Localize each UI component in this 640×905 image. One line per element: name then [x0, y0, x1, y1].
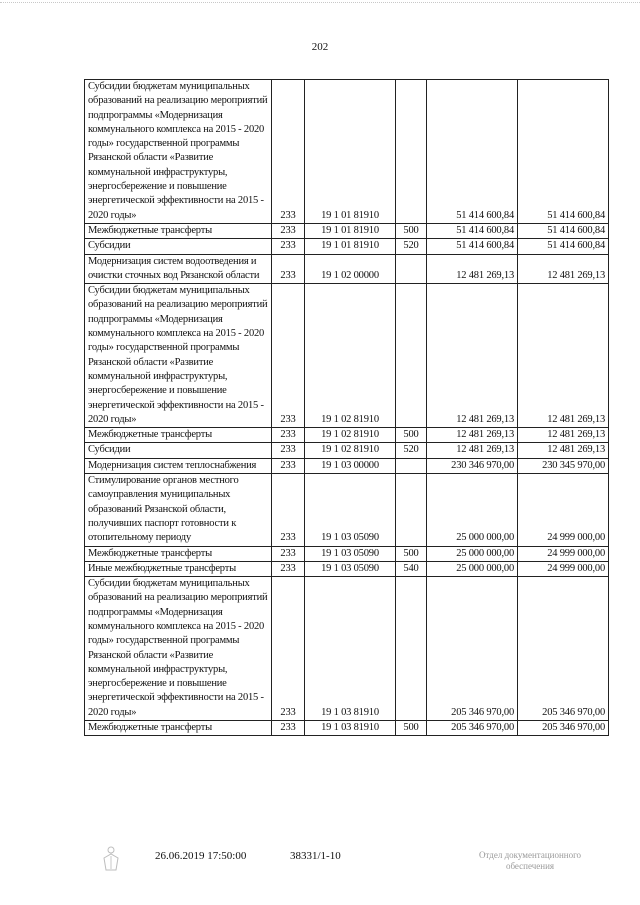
row-amount-plan: 25 000 000,00 [427, 546, 518, 561]
row-amount-plan: 25 000 000,00 [427, 474, 518, 546]
row-name: Стимулирование органов местного самоуправления муниципальных образований Рязанской области, получивших паспорт готовности к отопительному периоду [85, 474, 272, 546]
row-name: Субсидии [85, 443, 272, 458]
row-ved-code: 233 [272, 223, 305, 238]
row-name: Межбюджетные трансферты [85, 428, 272, 443]
row-amount-plan: 12 481 269,13 [427, 254, 518, 284]
row-ved-code: 233 [272, 428, 305, 443]
row-amount-actual: 51 414 600,84 [518, 239, 609, 254]
row-amount-plan: 51 414 600,84 [427, 223, 518, 238]
table-row [85, 239, 609, 254]
row-amount-plan: 205 346 970,00 [427, 577, 518, 721]
row-amount-plan: 51 414 600,84 [427, 80, 518, 224]
row-amount-actual: 24 999 000,00 [518, 561, 609, 576]
row-amount-actual: 51 414 600,84 [518, 80, 609, 224]
row-name: Субсидии бюджетам муниципальных образований на реализацию мероприятий подпрограммы «Модернизация коммунального комплекса на 2015 - 2020 годы» государственной программы Рязанской области «Развитие коммунальной инфраструктуры, энергосбережение и повышение энергетической эффективности на 2015 - 2020 годы» [85, 284, 272, 428]
row-name: Субсидии [85, 239, 272, 254]
row-expense-type: 520 [396, 443, 427, 458]
row-target-article: 19 1 01 81910 [305, 223, 396, 238]
row-amount-plan: 25 000 000,00 [427, 561, 518, 576]
row-ved-code: 233 [272, 458, 305, 473]
row-expense-type: 520 [396, 239, 427, 254]
row-name: Межбюджетные трансферты [85, 223, 272, 238]
row-target-article: 19 1 03 05090 [305, 474, 396, 546]
page-number: 202 [311, 41, 329, 53]
table-row [85, 254, 609, 284]
scan-edge-line [0, 2, 640, 4]
row-target-article: 19 1 02 81910 [305, 443, 396, 458]
stamp-line-1: Отдел документационного [478, 850, 582, 860]
table-row [85, 443, 609, 458]
footer [0, 850, 640, 890]
row-amount-actual: 24 999 000,00 [518, 474, 609, 546]
row-name: Межбюджетные трансферты [85, 721, 272, 736]
row-target-article: 19 1 02 00000 [305, 254, 396, 284]
footer-datetime: 26.06.2019 17:50:00 [155, 850, 247, 862]
table-row [85, 546, 609, 561]
row-target-article: 19 1 01 81910 [305, 80, 396, 224]
row-expense-type [396, 577, 427, 721]
row-target-article: 19 1 03 00000 [305, 458, 396, 473]
row-amount-actual: 12 481 269,13 [518, 254, 609, 284]
row-target-article: 19 1 03 81910 [305, 721, 396, 736]
row-target-article: 19 1 03 05090 [305, 546, 396, 561]
row-amount-plan: 12 481 269,13 [427, 428, 518, 443]
row-expense-type: 500 [396, 546, 427, 561]
table-row [85, 474, 609, 546]
row-expense-type [396, 474, 427, 546]
table-row [85, 223, 609, 238]
row-amount-actual: 205 346 970,00 [518, 721, 609, 736]
registration-stamp [450, 850, 610, 872]
row-amount-plan: 12 481 269,13 [427, 443, 518, 458]
row-target-article: 19 1 03 05090 [305, 561, 396, 576]
row-amount-actual: 12 481 269,13 [518, 284, 609, 428]
row-expense-type [396, 458, 427, 473]
row-target-article: 19 1 03 81910 [305, 577, 396, 721]
table-row [85, 577, 609, 721]
row-expense-type [396, 80, 427, 224]
row-name: Субсидии бюджетам муниципальных образований на реализацию мероприятий подпрограммы «Модернизация коммунального комплекса на 2015 - 2020 годы» государственной программы Рязанской области «Развитие коммунальной инфраструктуры, энергосбережение и повышение энергетической эффективности на 2015 - 2020 годы» [85, 80, 272, 224]
row-target-article: 19 1 02 81910 [305, 284, 396, 428]
row-ved-code: 233 [272, 239, 305, 254]
row-amount-actual: 51 414 600,84 [518, 223, 609, 238]
row-expense-type [396, 254, 427, 284]
row-name: Модернизация систем теплоснабжения [85, 458, 272, 473]
table-row [85, 428, 609, 443]
row-amount-actual: 205 346 970,00 [518, 577, 609, 721]
row-name: Иные межбюджетные трансферты [85, 561, 272, 576]
row-expense-type: 500 [396, 223, 427, 238]
row-expense-type: 500 [396, 428, 427, 443]
row-amount-plan: 205 346 970,00 [427, 721, 518, 736]
stamp-line-2: обеспечения [505, 861, 555, 871]
row-ved-code: 233 [272, 443, 305, 458]
row-expense-type [396, 284, 427, 428]
row-amount-actual: 12 481 269,13 [518, 428, 609, 443]
budget-table-body [85, 80, 609, 736]
footer-doc-number: 38331/1-10 [290, 850, 341, 862]
row-amount-plan: 51 414 600,84 [427, 239, 518, 254]
emblem-icon [100, 844, 122, 874]
row-expense-type: 500 [396, 721, 427, 736]
row-ved-code: 233 [272, 284, 305, 428]
row-ved-code: 233 [272, 546, 305, 561]
table-row [85, 721, 609, 736]
row-ved-code: 233 [272, 561, 305, 576]
row-name: Субсидии бюджетам муниципальных образований на реализацию мероприятий подпрограммы «Модернизация коммунального комплекса на 2015 - 2020 годы» государственной программы Рязанской области «Развитие коммунальной инфраструктуры, энергосбережение и повышение энергетической эффективности на 2015 - 2020 годы» [85, 577, 272, 721]
row-ved-code: 233 [272, 254, 305, 284]
row-ved-code: 233 [272, 577, 305, 721]
row-name: Межбюджетные трансферты [85, 546, 272, 561]
table-row [85, 458, 609, 473]
row-ved-code: 233 [272, 474, 305, 546]
row-ved-code: 233 [272, 721, 305, 736]
row-target-article: 19 1 01 81910 [305, 239, 396, 254]
row-amount-actual: 12 481 269,13 [518, 443, 609, 458]
row-amount-plan: 230 346 970,00 [427, 458, 518, 473]
row-ved-code: 233 [272, 80, 305, 224]
row-expense-type: 540 [396, 561, 427, 576]
row-amount-actual: 24 999 000,00 [518, 546, 609, 561]
row-name: Модернизация систем водоотведения и очистки сточных вод Рязанской области [85, 254, 272, 284]
row-amount-actual: 230 345 970,00 [518, 458, 609, 473]
row-amount-plan: 12 481 269,13 [427, 284, 518, 428]
table-row [85, 80, 609, 224]
table-row [85, 561, 609, 576]
row-target-article: 19 1 02 81910 [305, 428, 396, 443]
table-row [85, 284, 609, 428]
budget-table [84, 79, 609, 736]
